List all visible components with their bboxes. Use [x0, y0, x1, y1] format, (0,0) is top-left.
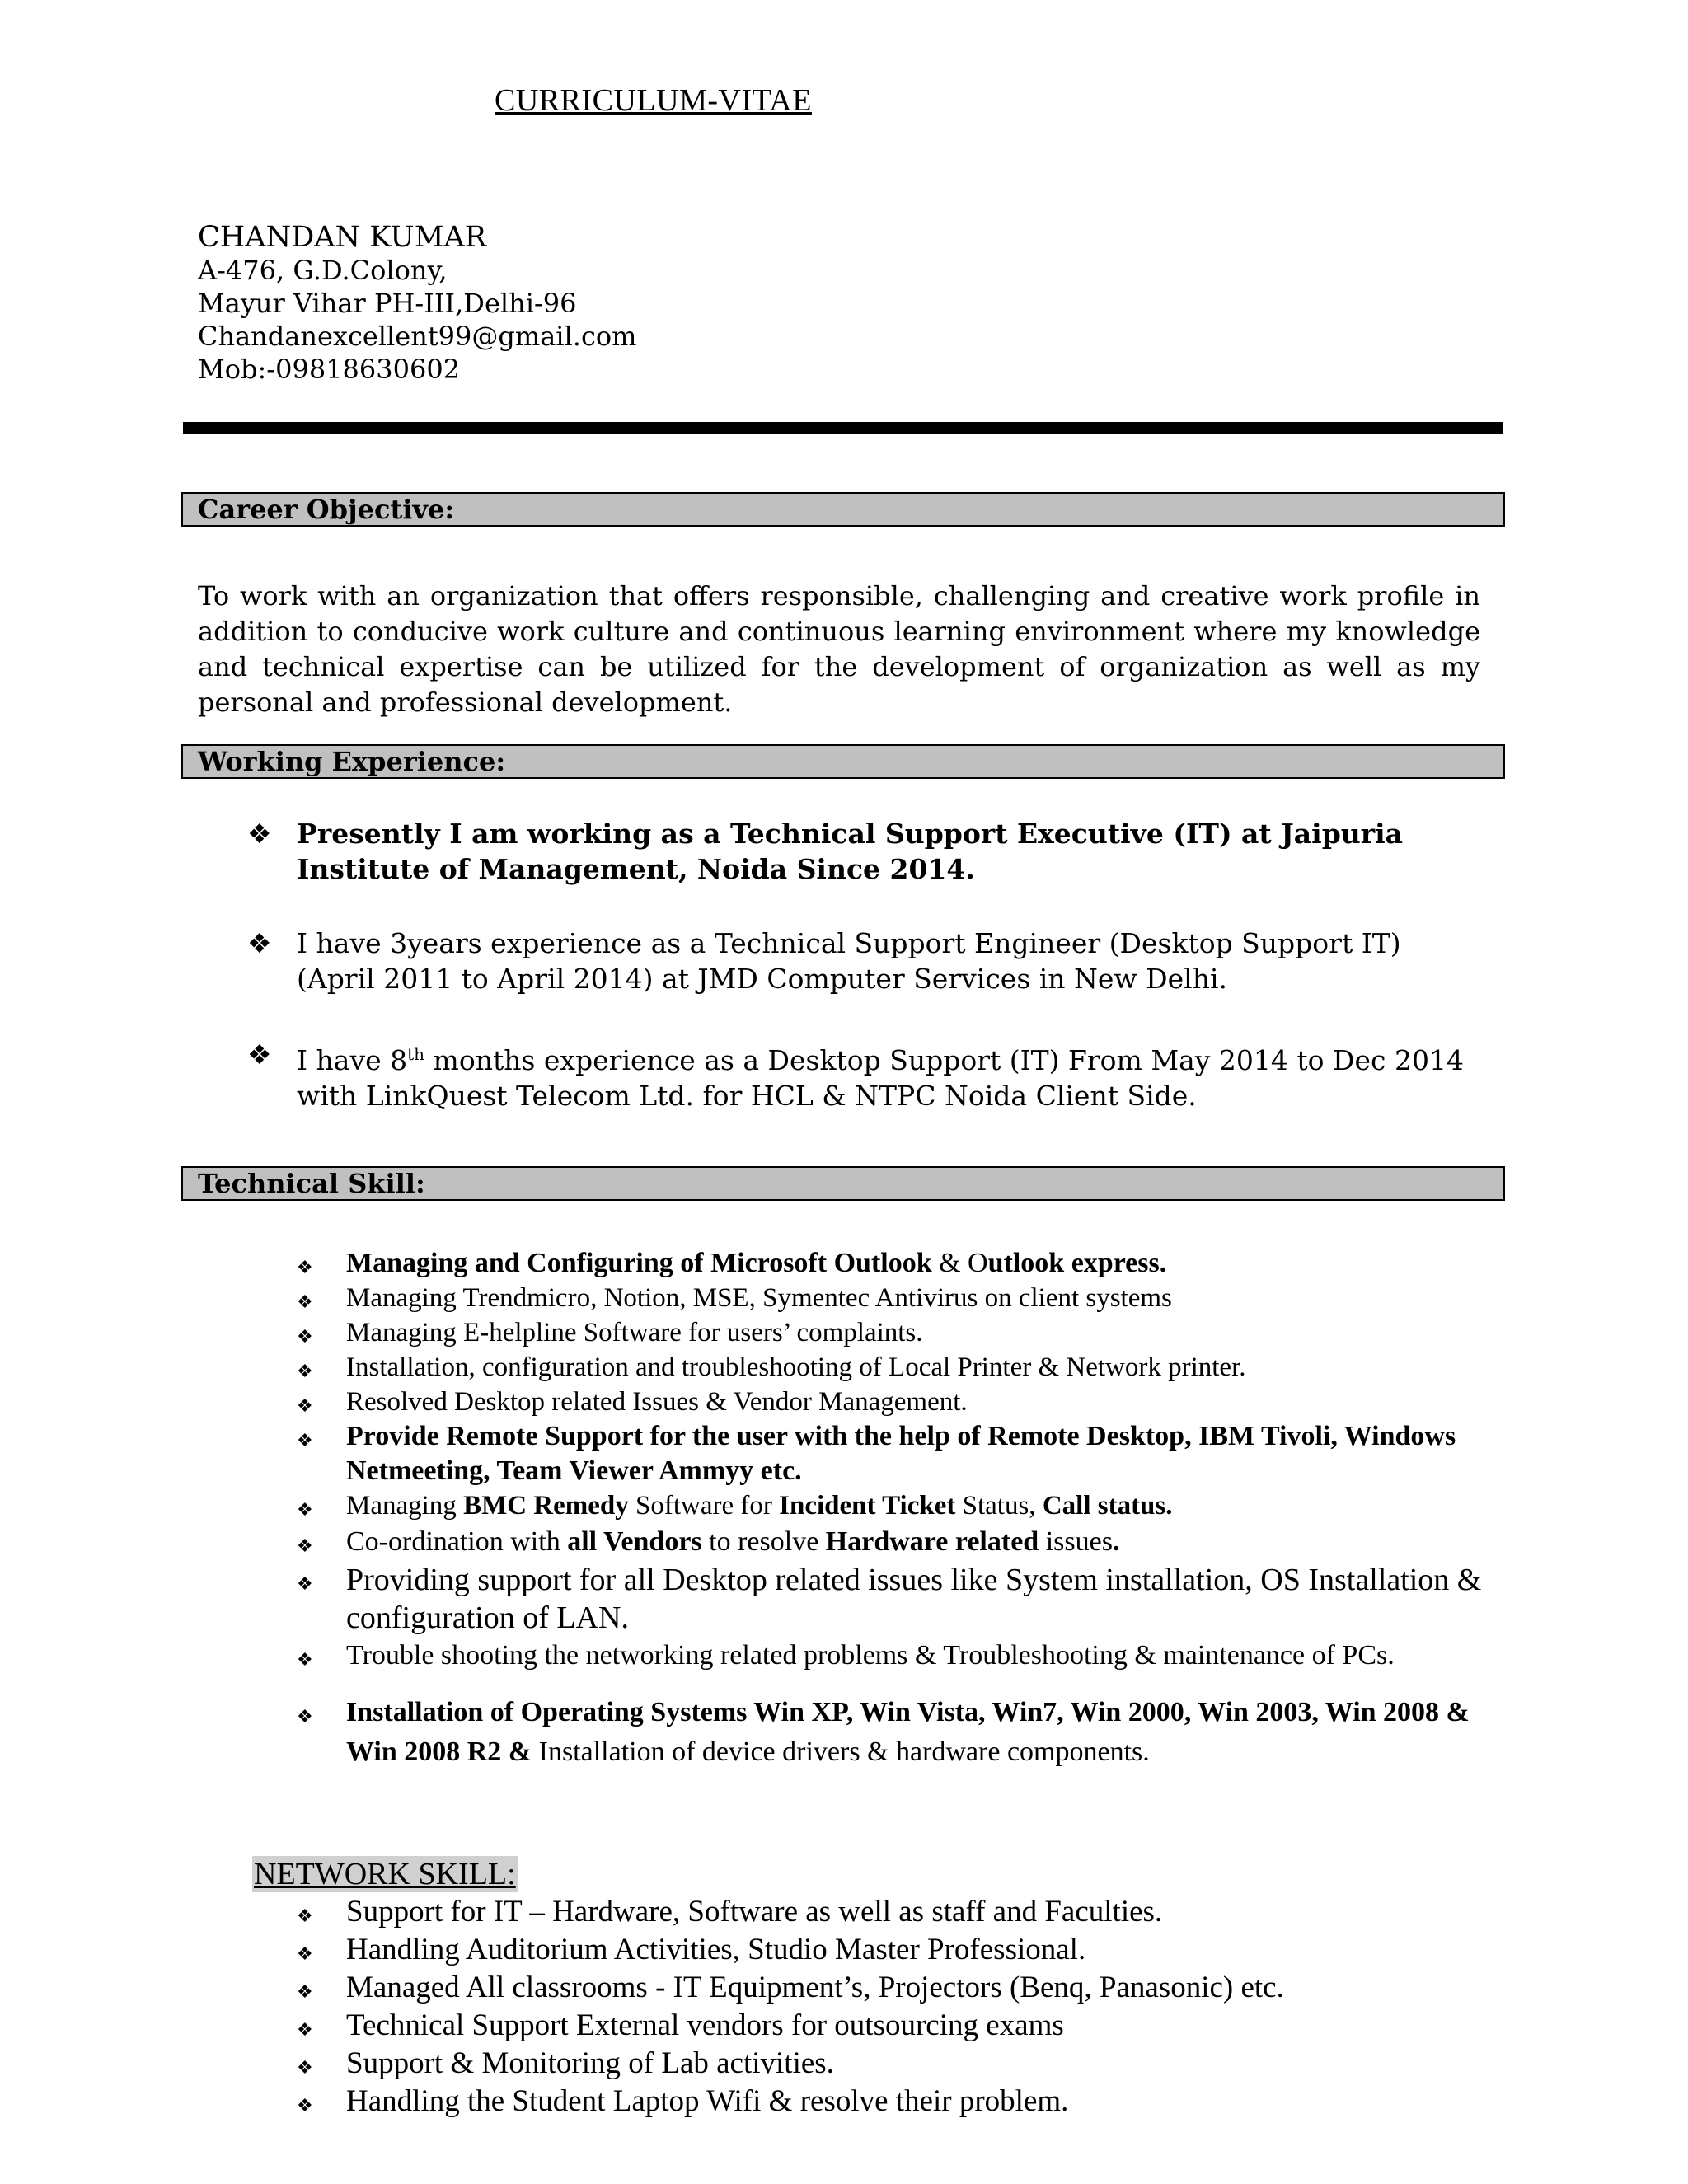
candidate-name: CHANDAN KUMAR	[198, 221, 487, 254]
mobile-text: Mob:-09818630602	[198, 354, 461, 385]
experience-item-text: Presently I am working as a Technical Support Executive (IT) at Jaipuria Institute of Management, Noida Since 2014.	[297, 818, 1404, 885]
skill-item: ❖ Managing Trendmicro, Notion, MSE, Symentec Antivirus on client systems	[297, 1281, 1484, 1315]
experience-item	[247, 926, 1484, 996]
network-skill-list	[297, 1893, 1484, 2121]
diamond-bullet-icon: ❖	[297, 1396, 313, 1417]
network-skill-item: ❖ Handling Auditorium Activities, Studio Master Professional.	[297, 1931, 1484, 1969]
diamond-bullet-icon: ❖	[297, 1982, 313, 2003]
diamond-bullet-icon: ❖	[247, 1038, 272, 1071]
skill-item: ❖ Trouble shooting the networking related problems & Troubleshooting & maintenance of PCs.	[297, 1637, 1484, 1675]
experience-list	[247, 816, 1484, 887]
diamond-bullet-icon: ❖	[297, 1292, 313, 1313]
diamond-bullet-icon: ❖	[247, 927, 272, 959]
address-line-1: A-476, G.D.Colony,	[198, 255, 448, 286]
skill-item: ❖ Managing and Configuring of Microsoft Outlook & Outlook express.	[297, 1246, 1484, 1281]
network-skill-item: ❖ Handling the Student Laptop Wifi & resolve their problem.	[297, 2083, 1484, 2121]
network-skill-item: ❖ Managed All classrooms - IT Equipment’s, Projectors (Benq, Panasonic) etc.	[297, 1969, 1484, 2007]
section-heading-working-experience: Working Experience:	[181, 744, 1505, 779]
diamond-bullet-icon: ❖	[297, 1944, 313, 1965]
skill-item: ❖ Managing E-helpline Software for users’ complaints.	[297, 1315, 1484, 1350]
skill-item: ❖ Managing BMC Remedy Software for Incident Ticket Status, Call status.	[297, 1488, 1484, 1523]
diamond-bullet-icon: ❖	[297, 1258, 313, 1278]
diamond-bullet-icon: ❖	[297, 1906, 313, 1927]
diamond-bullet-icon: ❖	[297, 2020, 313, 2041]
section-heading-career-objective: Career Objective:	[181, 492, 1505, 527]
diamond-bullet-icon: ❖	[297, 1361, 313, 1382]
diamond-bullet-icon: ❖	[297, 2096, 313, 2116]
diamond-bullet-icon: ❖	[297, 1650, 313, 1671]
experience-item-text: I have 8th months experience as a Desktop Support (IT) From May 2014 to Dec 2014 with LinkQuest Telecom Ltd. for HCL & NTPC Noida Client Side.	[297, 1044, 1464, 1112]
experience-list	[247, 1037, 1484, 1113]
network-skill-item: ❖ Technical Support External vendors for outsourcing exams	[297, 2007, 1484, 2045]
diamond-bullet-icon: ❖	[297, 1431, 313, 1451]
diamond-bullet-icon: ❖	[247, 818, 272, 850]
diamond-bullet-icon: ❖	[297, 1327, 313, 1347]
address-line-2: Mayur Vihar PH-III,Delhi-96	[198, 288, 577, 319]
section-heading-network-skill: NETWORK SKILL:	[254, 1857, 516, 1891]
skill-item: ❖ Provide Remote Support for the user with the help of Remote Desktop, IBM Tivoli, Windows Netmeeting, Team Viewer Ammyy etc.	[297, 1421, 1456, 1486]
experience-list	[247, 926, 1484, 996]
header-divider	[183, 422, 1503, 434]
skill-item: ❖ Co-ordination with all Vendors to resolve Hardware related issues.	[297, 1523, 1484, 1561]
diamond-bullet-icon: ❖	[297, 1536, 313, 1557]
network-skill-item: ❖ Support & Monitoring of Lab activities.	[297, 2045, 1484, 2083]
contact-block	[198, 221, 636, 386]
experience-item-text: I have 3years experience as a Technical Support Engineer (Desktop Support IT) (April 2011 to April 2014) at JMD Computer Services in New Delhi.	[297, 927, 1401, 995]
diamond-bullet-icon: ❖	[297, 2058, 313, 2079]
network-skill-item: ❖ Support for IT – Hardware, Software as well as staff and Faculties.	[297, 1893, 1484, 1931]
skill-item: ❖ Installation, configuration and troubleshooting of Local Printer & Network printer.	[297, 1350, 1484, 1385]
email-text: Chandanexcellent99@gmail.com	[198, 321, 637, 352]
diamond-bullet-icon: ❖	[297, 1574, 313, 1595]
section-heading-technical-skill: Technical Skill:	[181, 1166, 1505, 1201]
skill-item: ❖ Providing support for all Desktop related issues like System installation, OS Installation & configuration of LAN.	[297, 1563, 1482, 1635]
diamond-bullet-icon: ❖	[297, 1500, 313, 1521]
diamond-bullet-icon: ❖	[297, 1707, 313, 1727]
technical-skill-list	[297, 1246, 1484, 1772]
experience-item	[247, 1037, 1484, 1113]
skill-item: ❖ Installation of Operating Systems Win XP, Win Vista, Win7, Win 2000, Win 2003, Win 2008 & Win 2008 R2 & Installation of device drivers & hardware components.	[297, 1697, 1470, 1767]
career-objective-text: To work with an organization that offers responsible, challenging and creative work profile in addition to conducive work culture and continuous learning environment where my knowledge and technical expertise can be utilized for the development of organization as well as my personal and professional development.	[198, 580, 1480, 718]
ordinal-suffix: th	[407, 1044, 425, 1064]
experience-item	[247, 816, 1484, 887]
skill-item: ❖ Resolved Desktop related Issues & Vendor Management.	[297, 1385, 1484, 1419]
page-title: CURRICULUM-VITAE	[495, 83, 812, 118]
